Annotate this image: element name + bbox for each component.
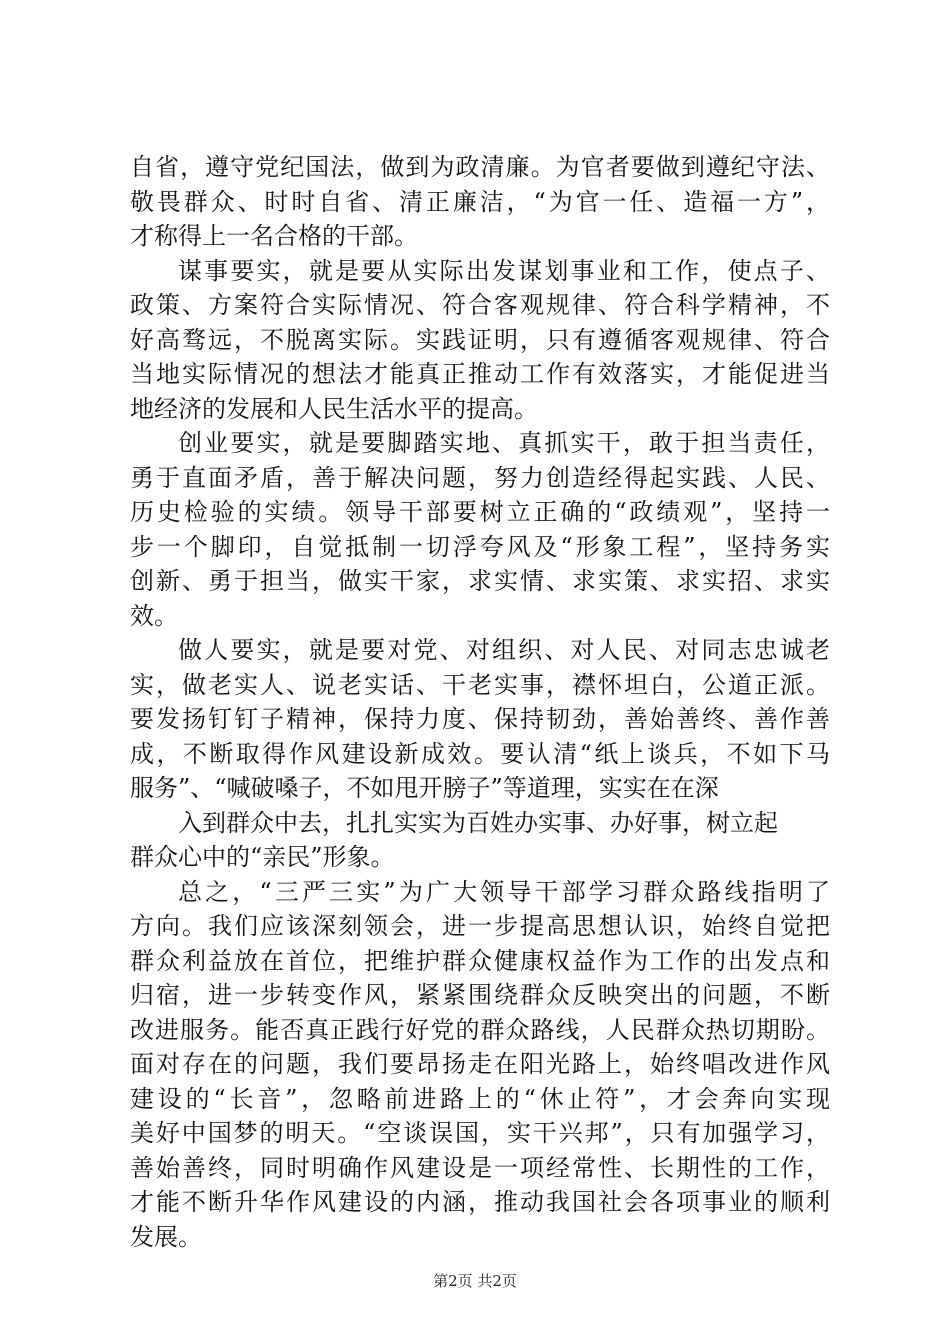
text-line: 步一个脚印，自觉抵制一切浮夸风及“形象工程”，坚持务实 — [130, 532, 830, 561]
text-line: 建设的“长音”，忽略前进路上的“休止符”，才会奔向实现 — [130, 1084, 830, 1113]
text-line: 归宿，进一步转变作风，紧紧围绕群众反映突出的问题，不断 — [130, 981, 830, 1009]
text-line: 群众心中的“亲民”形象。 — [130, 843, 395, 871]
text-line: 面对存在的问题，我们要昂扬走在阳光路上，始终唱改进作风 — [130, 1050, 830, 1078]
paragraph-start-line: 入到群众中去，扎扎实实为百姓办实事、办好事，树立起 — [178, 808, 778, 837]
text-line: 好高骛远，不脱离实际。实践证明，只有遵循客观规律、符合 — [130, 325, 830, 354]
text-line: 自省，遵守党纪国法，做到为政清廉。为官者要做到遵纪守法、 — [130, 153, 830, 181]
document-body — [130, 150, 830, 1254]
text-line: 当地实际情况的想法才能真正推动工作有效落实，才能促进当 — [130, 360, 830, 388]
paragraph-start-line: 做人要实，就是要对党、对组织、对人民、对同志忠诚老 — [178, 636, 830, 664]
text-line: 效。 — [130, 601, 178, 630]
text-line: 善始善终，同时明确作风建设是一项经常性、长期性的工作， — [130, 1153, 830, 1182]
page-number-footer: 第2页 共2页 — [433, 1272, 517, 1290]
text-line: 才称得上一名合格的干部。 — [130, 222, 418, 250]
text-line: 成，不断取得作风建设新成效。要认清“纸上谈兵，不如下马 — [130, 739, 830, 768]
text-line: 服务”、“喊破嗓子，不如甩开膀子”等道理，实实在在深 — [130, 774, 719, 802]
text-line: 政策、方案符合实际情况、符合客观规律、符合科学精神，不 — [130, 291, 830, 319]
text-line: 要发扬钉钉子精神，保持力度、保持韧劲，善始善终、善作善 — [130, 705, 830, 733]
text-line: 方向。我们应该深刻领会，进一步提高思想认识，始终自觉把 — [130, 912, 830, 940]
text-line: 勇于直面矛盾，善于解决问题，努力创造经得起实践、人民、 — [130, 463, 830, 492]
text-line: 实，做老实人、说老实话、干老实事，襟怀坦白，公道正派。 — [130, 670, 830, 699]
text-line: 才能不断升华作风建设的内涵，推动我国社会各项事业的顺利 — [130, 1188, 830, 1216]
text-line: 群众利益放在首位，把维护群众健康权益作为工作的出发点和 — [130, 946, 830, 975]
text-line: 历史检验的实绩。领导干部要树立正确的“政绩观”，坚持一 — [130, 498, 830, 526]
paragraph-start-line: 谋事要实，就是要从实际出发谋划事业和工作，使点子、 — [178, 256, 830, 285]
text-line: 发展。 — [130, 1222, 202, 1251]
text-line: 敬畏群众、时时自省、清正廉洁，“为官一任、造福一方”， — [130, 187, 830, 216]
text-line: 地经济的发展和人民生活水平的提高。 — [130, 394, 538, 423]
text-line: 创新、勇于担当，做实干家，求实情、求实策、求实招、求实 — [130, 567, 830, 595]
text-line: 改进服务。能否真正践行好党的群众路线，人民群众热切期盼。 — [130, 1015, 830, 1044]
paragraph-start-line: 总之，“三严三实”为广大领导干部学习群众路线指明了 — [178, 877, 830, 906]
text-line: 美好中国梦的明天。“空谈误国，实干兴邦”，只有加强学习， — [130, 1119, 830, 1147]
paragraph-start-line: 创业要实，就是要脚踏实地、真抓实干，敢于担当责任， — [178, 429, 830, 457]
